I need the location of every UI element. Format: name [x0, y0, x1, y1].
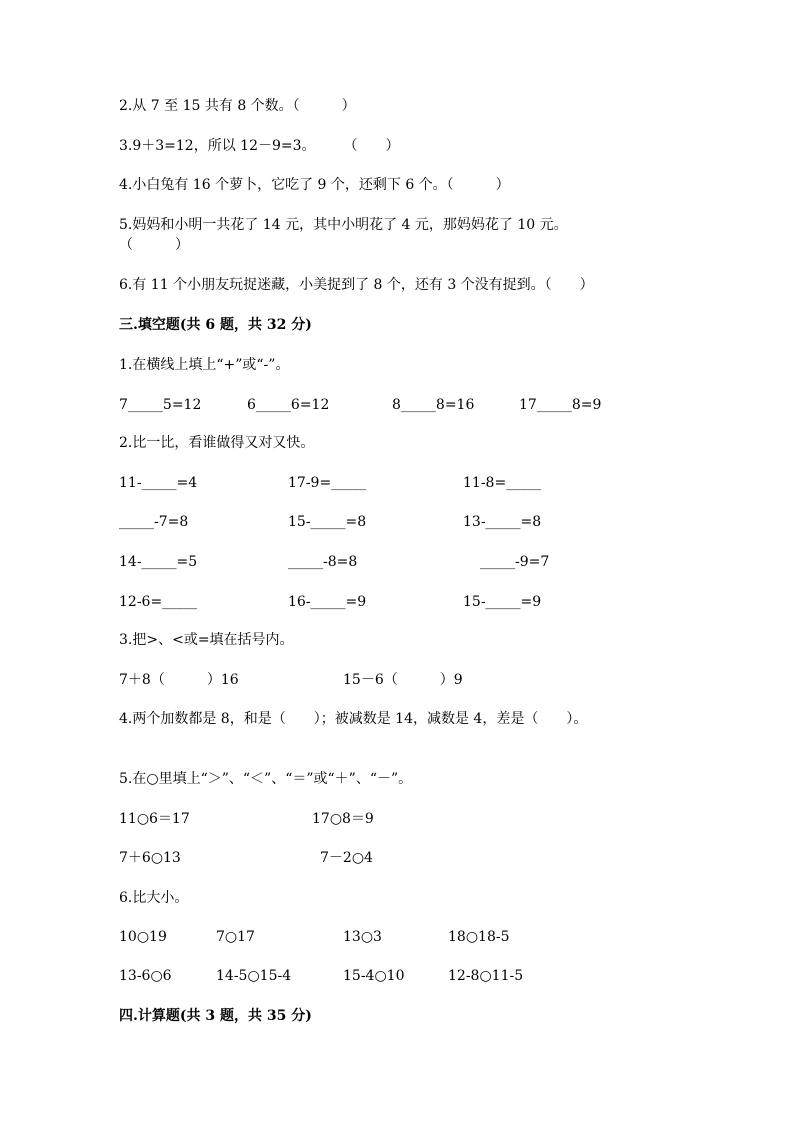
- fill-q6-item: 7○17: [216, 929, 255, 945]
- fill-q2-cell: 12-6=_____: [119, 594, 198, 610]
- fill-q5-item: 7－2○4: [320, 850, 373, 866]
- fill-q6-item: 13-6○6: [119, 968, 172, 984]
- fill-q1-item: 17_____8=9: [519, 397, 602, 413]
- fill-q6-item: 15-4○10: [343, 968, 405, 984]
- fill-q3-item: 7＋8（ ）16: [119, 672, 239, 688]
- section-3-title: 三.填空题(共 6 题，共 32 分): [119, 317, 312, 333]
- fill-q2-cell: 13-_____=8: [463, 514, 542, 530]
- fill-q2-cell: 15-_____=9: [463, 594, 542, 610]
- judge-question-5-line2: （ ）: [119, 237, 189, 253]
- fill-q4: 4.两个加数都是 8，和是（ ）；被减数是 14，减数是 4，差是（ ）。: [119, 711, 588, 727]
- fill-q1-item: 7_____5=12: [119, 397, 202, 413]
- fill-q6-item: 14-5○15-4: [216, 968, 292, 984]
- fill-q3-prompt: 3.把>、<或=填在括号内。: [119, 632, 294, 648]
- fill-q2-cell: _____-7=8: [119, 514, 189, 530]
- fill-q1-item: 6_____6=12: [247, 397, 330, 413]
- judge-question-5-line1: 5.妈妈和小明一共花了 14 元，其中小明花了 4 元，那妈妈花了 10 元。: [119, 217, 568, 233]
- fill-q2-prompt: 2.比一比，看谁做得又对又快。: [119, 435, 315, 451]
- fill-q1-prompt: 1.在横线上填上“+”或“-”。: [119, 357, 290, 373]
- fill-q2-cell: 14-_____=5: [119, 554, 198, 570]
- judge-question-2: 2.从 7 至 15 共有 8 个数。（ ）: [119, 98, 356, 114]
- fill-q2-cell: 11-8=_____: [463, 475, 542, 491]
- fill-q6-prompt: 6.比大小。: [119, 890, 189, 906]
- fill-q5-prompt: 5.在○里填上“＞”、“＜”、“＝”或“＋”、“－”。: [119, 771, 413, 787]
- fill-q1-item: 8_____8=16: [392, 397, 475, 413]
- judge-question-6: 6.有 11 个小朋友玩捉迷藏，小美捉到了 8 个，还有 3 个没有捉到。（ ）: [119, 277, 594, 293]
- fill-q2-cell: _____-9=7: [480, 554, 550, 570]
- fill-q2-cell: 16-_____=9: [288, 594, 367, 610]
- fill-q5-item: 17○8＝9: [312, 811, 374, 827]
- fill-q6-item: 12-8○11-5: [448, 968, 524, 984]
- judge-question-4: 4.小白兔有 16 个萝卜，它吃了 9 个，还剩下 6 个。（ ）: [119, 177, 510, 193]
- fill-q2-cell: 11-_____=4: [119, 475, 198, 491]
- fill-q3-item: 15－6（ ）9: [343, 672, 463, 688]
- judge-question-3: 3.9＋3=12，所以 12－9=3。 （ ）: [119, 138, 400, 154]
- fill-q2-cell: 17-9=_____: [288, 475, 367, 491]
- fill-q6-item: 10○19: [119, 929, 167, 945]
- fill-q2-cell: _____-8=8: [288, 554, 358, 570]
- section-4-title: 四.计算题(共 3 题，共 35 分): [119, 1008, 312, 1024]
- fill-q6-item: 18○18-5: [448, 929, 510, 945]
- fill-q5-item: 7＋6○13: [119, 850, 181, 866]
- fill-q6-item: 13○3: [343, 929, 382, 945]
- fill-q5-item: 11○6＝17: [119, 811, 190, 827]
- fill-q2-cell: 15-_____=8: [288, 514, 367, 530]
